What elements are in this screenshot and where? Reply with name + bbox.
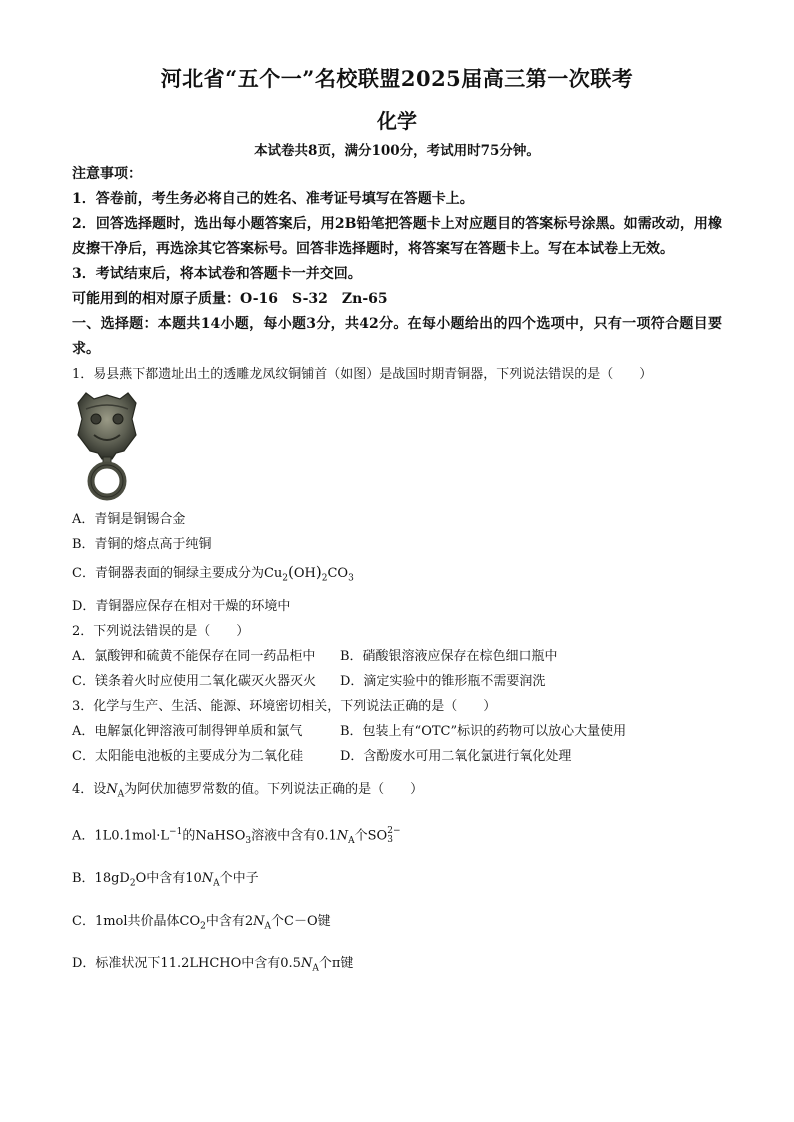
question-3-options-row-2 [72, 744, 722, 769]
question-1-option-c: C．青铜器表面的铜绿主要成分为$Cu_2(OH)_2CO_3$ [72, 563, 354, 584]
question-2-option-d: D．滴定实验中的锥形瓶不需要润洗 [340, 673, 546, 689]
exam-page [72, 64, 722, 984]
question-4-stem: 4．设$N_A$为阿伏加德罗常数的值。下列说法正确的是（ ） [72, 781, 424, 800]
question-1-option-b: B．青铜的熔点高于纯铜 [72, 537, 212, 552]
note-item: 2．回答选择题时，选出每小题答案后，用2B铅笔把答题卡上对应题目的答案标号涂黑。如需改动，用橡皮擦干净后，再选涂其它答案标号。回答非选择题时，将答案写在答题卡上。写在本试卷上无效。 [72, 216, 722, 257]
question-3-stem: 3．化学与生产、生活、能源、环境密切相关，下列说法正确的是（ ） [72, 698, 497, 714]
atomic-mass-line: 可能用到的相对原子质量：O-16 S-32 Zn-65 [72, 291, 388, 307]
question-4-option-c: C．1mol共价晶体$CO_2$中含有$2N_A$个C－O键 [72, 913, 331, 932]
question-3-option-d: D．含酚废水可用二氧化氯进行氧化处理 [340, 748, 572, 764]
question-3-options-row-1 [72, 719, 722, 744]
question-1-option-a: A．青铜是铜锡合金 [72, 512, 186, 527]
question-3-option-c: C．太阳能电池板的主要成分为二氧化硅 [72, 748, 303, 764]
exam-info: 本试卷共8页，满分100分，考试用时75分钟。 [254, 143, 540, 159]
question-2-options-row-2 [72, 669, 722, 694]
question-1-option-d: D．青铜器应保存在相对干燥的环境中 [72, 598, 291, 614]
question-2-options-row-1 [72, 644, 722, 669]
question-4-option-d: D．标准状况下11.2LHCHO中含有$0.5N_A$个π键 [72, 956, 354, 974]
subject-title: 化学 [377, 109, 417, 133]
bronze-knocker-illustration [72, 389, 142, 501]
bronze-knocker-image [72, 389, 142, 501]
page-title: 河北省“五个一”名校联盟2025届高三第一次联考 [160, 66, 634, 91]
note-item: 1．答卷前，考生务必将自己的姓名、准考证号填写在答题卡上。 [72, 191, 474, 207]
question-2-option-c: C．镁条着火时应使用二氧化碳灭火器灭火 [72, 673, 316, 689]
question-4-option-a: A．$1L0.1mol\cdot L^{-1}$的NaHSO$_3$溶液中含有$0.1N_A$个SO 2− 3 [72, 826, 401, 847]
question-4-option-b: B．$18gD_2O$中含有$10N_A$个中子 [72, 871, 259, 889]
question-3-option-b: B．包装上有“OTC”标识的药物可以放心大量使用 [340, 723, 627, 739]
notes-heading: 注意事项： [72, 166, 142, 182]
question-2-option-a: A．氯酸钾和硫黄不能保存在同一药品柜中 [72, 648, 316, 664]
question-2-stem: 2．下列说法错误的是（ ） [72, 623, 250, 639]
formula-malachite: $Cu_2(OH)_2CO_3$ [263, 563, 354, 584]
note-item: 3．考试结束后，将本试卷和答题卡一并交回。 [72, 266, 362, 282]
question-1-stem: 1．易县燕下都遗址出土的透雕龙凤纹铜铺首（如图）是战国时期青铜器，下列说法错误的是（ ） [72, 367, 653, 382]
question-3-option-a: A．电解氯化钾溶液可制得钾单质和氯气 [72, 723, 303, 739]
question-2-option-b: B．硝酸银溶液应保存在棕色细口瓶中 [340, 648, 558, 664]
section-heading: 一、选择题：本题共14小题，每小题3分，共42分。在每小题给出的四个选项中，只有一项符合题目要求。 [72, 316, 722, 357]
